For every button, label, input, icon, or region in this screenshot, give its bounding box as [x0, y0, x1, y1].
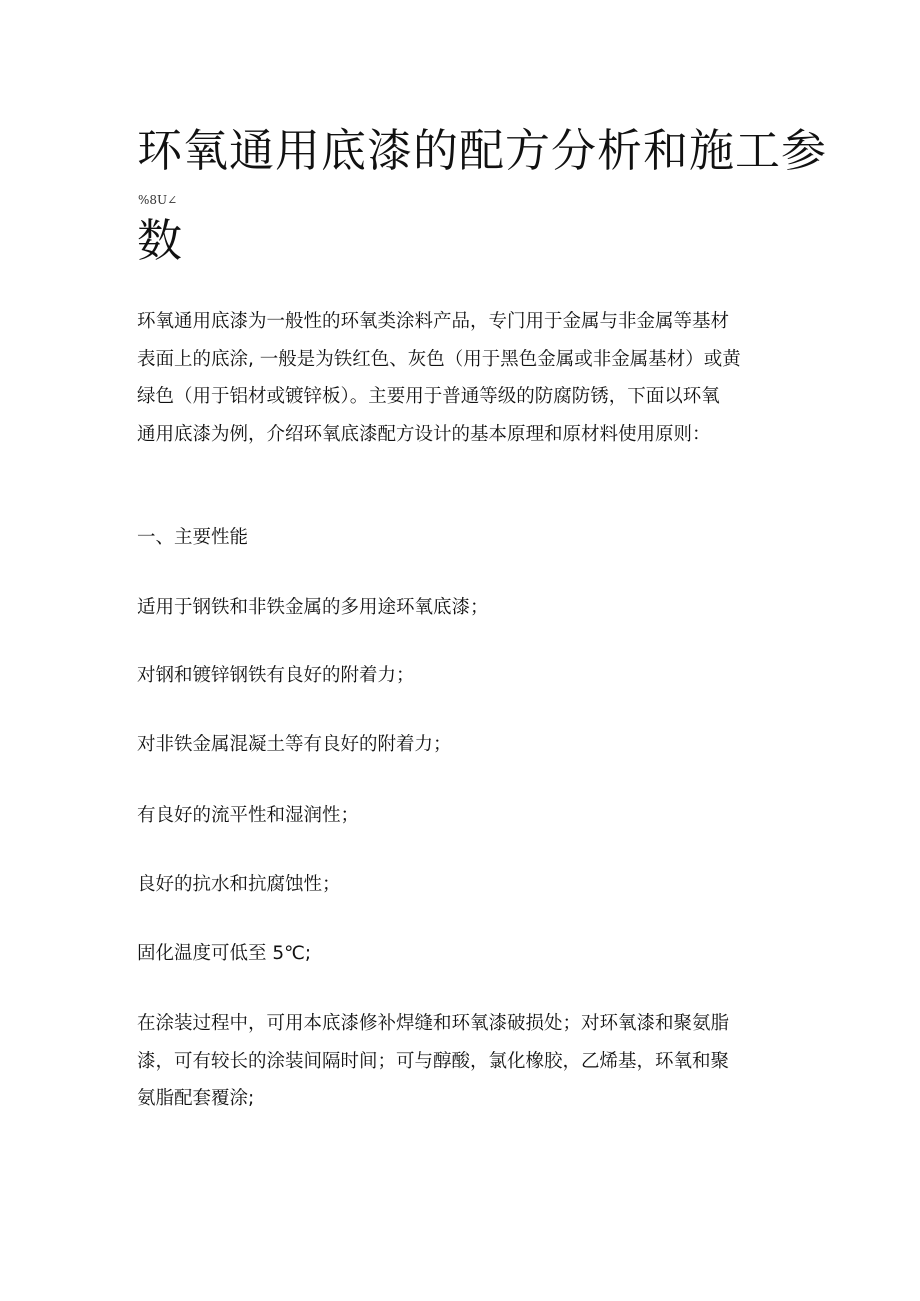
document-title-line-1: 环氧通用底漆的配方分析和施工参 [137, 124, 828, 177]
list-item-multiline [137, 1005, 787, 1118]
list-item: 对非铁金属混凝土等有良好的附着力； [137, 734, 452, 755]
garbled-text: %8U∠ [138, 193, 178, 207]
intro-line: 环氧通用底漆为一般性的环氧类涂料产品，专门用于金属与非金属等基材 [137, 311, 730, 332]
intro-line: 绿色（用于铝材或镀锌板）。主要用于普通等级的防腐防锈，下面以环氧 [137, 386, 720, 407]
intro-line: 表面上的底涂, 一般是为铁红色、灰色（用于黑色金属或非金属基材）或黄 [137, 348, 741, 370]
list-item: 有良好的流平性和湿润性； [137, 805, 360, 826]
list-item-line: 在涂装过程中，可用本底漆修补焊缝和环氧漆破损处；对环氧漆和聚氨脂 [137, 1013, 730, 1034]
list-item: 对钢和镀锌钢铁有良好的附着力； [137, 665, 415, 686]
intro-line: 通用底漆为例，介绍环氧底漆配方设计的基本原理和原材料使用原则： [137, 423, 711, 445]
section-heading: 一、主要性能 [137, 527, 249, 548]
list-item: 适用于钢铁和非铁金属的多用途环氧底漆； [137, 597, 489, 618]
document-title-line-2: 数 [137, 214, 184, 267]
list-item-line: 氨脂配套覆涂; [137, 1088, 255, 1109]
list-item: 固化温度可低至 5℃; [137, 943, 312, 964]
intro-paragraph [137, 303, 787, 453]
list-item: 良好的抗水和抗腐蚀性； [137, 874, 341, 895]
list-item-line: 漆，可有较长的涂装间隔时间；可与醇酸，氯化橡胶，乙烯基，环氧和聚 [137, 1050, 730, 1072]
